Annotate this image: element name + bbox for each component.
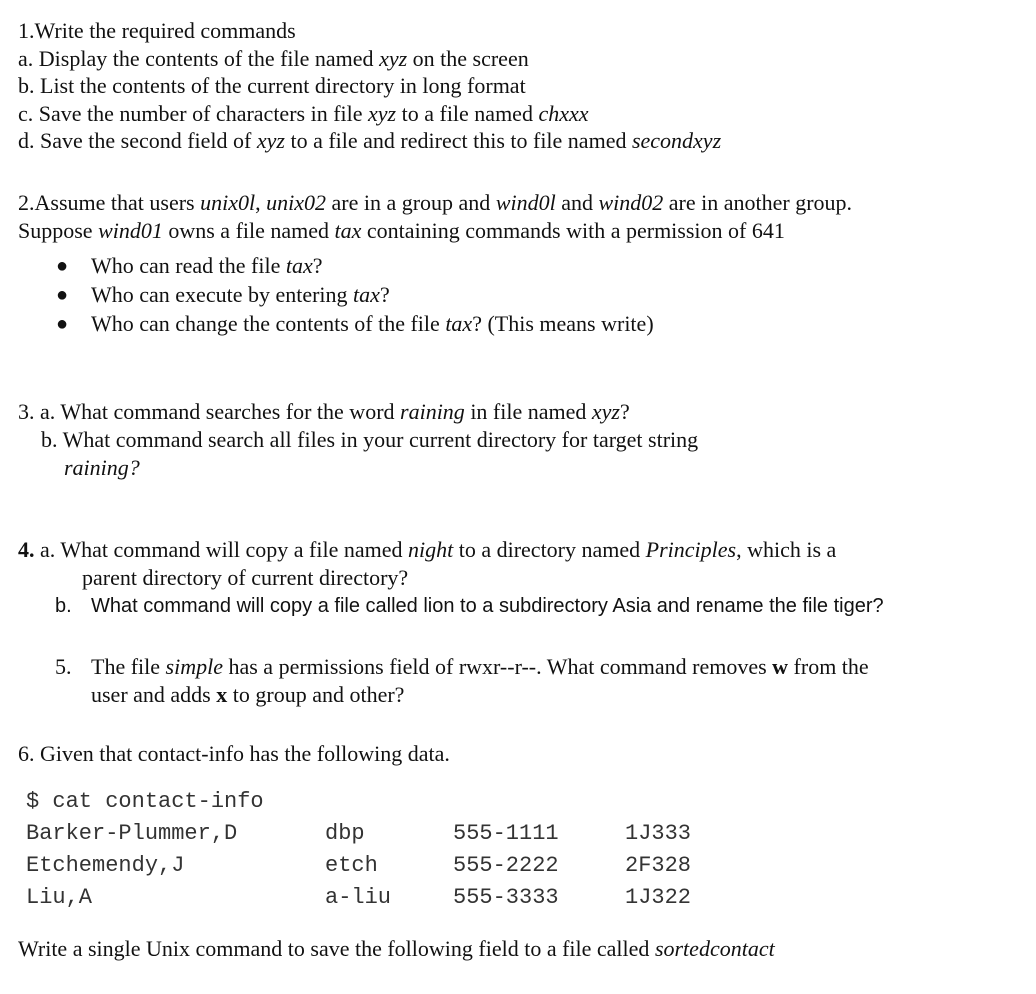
q2-bullet-write: Who can change the contents of the file tax? (This means write) (91, 311, 654, 336)
q1-title: 1.Write the required commands (18, 18, 296, 43)
q4-item-a: 4. a. What command will copy a file named night to a directory named Principles, which is a (18, 537, 837, 562)
q1-item-d: d. Save the second field of xyz to a file and redirect this to file named secondxyz (18, 128, 722, 153)
q2-bullet-read: Who can read the file tax? (91, 253, 323, 278)
contact-name: Etchemendy,J (26, 853, 185, 878)
q1-item-b: b. List the contents of the current directory in long format (18, 73, 526, 98)
contact-name: Barker-Plummer,D (26, 821, 238, 846)
q4-item-b-label: b. (55, 595, 72, 617)
contact-room: 1J322 (625, 885, 692, 910)
bullet-icon: ● (56, 284, 69, 306)
terminal-command: $ cat contact-info (26, 789, 264, 814)
contact-room: 1J333 (625, 821, 692, 846)
contact-phone: 555-3333 (453, 885, 559, 910)
q1-item-c: c. Save the number of characters in file xyz to a file named chxxx (18, 101, 589, 126)
contact-room: 2F328 (625, 853, 692, 878)
q2-bullet-execute: Who can execute by entering tax? (91, 282, 390, 307)
q4-item-a-line2: parent directory of current directory? (82, 565, 409, 590)
q5-number: 5. (55, 654, 72, 679)
q3-item-b: b. What command search all files in your current directory for target string (41, 427, 699, 452)
q2-line-1: 2.Assume that users unix0l, unix02 are in a group and wind0l and wind02 are in another group. (18, 190, 853, 215)
q3-item-a: 3. a. What command searches for the word raining in file named xyz? (18, 399, 630, 424)
bullet-icon: ● (56, 255, 69, 277)
q5-line-1: The file simple has a permissions field of rwxr--r--. What command removes w from the (91, 654, 869, 679)
q5-line-2: user and adds x to group and other? (91, 682, 405, 707)
q3-item-b-word: raining? (64, 455, 140, 480)
contact-name: Liu,A (26, 885, 93, 910)
q1-item-a: a. Display the contents of the file named xyz on the screen (18, 46, 529, 71)
bullet-icon: ● (56, 313, 69, 335)
contact-phone: 555-1111 (453, 821, 559, 846)
q4-item-b: What command will copy a file called lion to a subdirectory Asia and rename the file tiger? (91, 595, 884, 617)
contact-user: etch (325, 853, 378, 878)
q6-instruction: Write a single Unix command to save the following field to a file called sortedcontact (18, 936, 775, 961)
q2-line-2: Suppose wind01 owns a file named tax containing commands with a permission of 641 (18, 218, 785, 243)
contact-phone: 555-2222 (453, 853, 559, 878)
q6-intro: 6. Given that contact-info has the following data. (18, 741, 450, 766)
contact-user: dbp (325, 821, 365, 846)
contact-user: a-liu (325, 885, 392, 910)
